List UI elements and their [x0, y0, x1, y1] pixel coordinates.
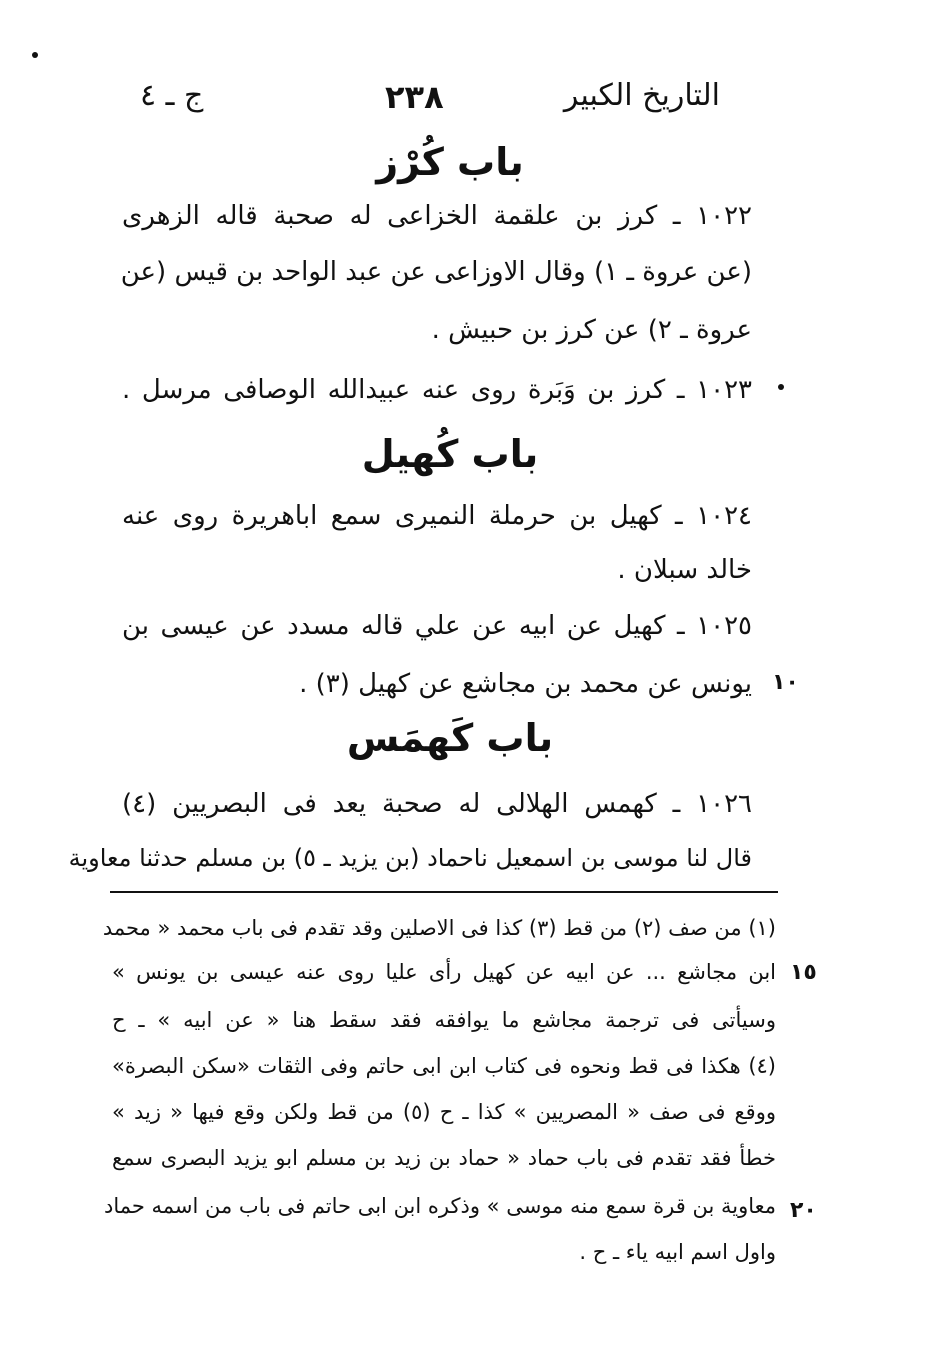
book-title: التاريخ الكبير [563, 78, 720, 113]
footnote-line-7: معاوية بن قرة سمع منه موسى » وذكره ابن ابى حاتم فى باب من اسمه حماد [103, 1194, 776, 1218]
entry-1024-line-2: خالد سبلان . [617, 555, 752, 585]
footnote-line-2: ابن مجاشع ... عن ابيه عن كهيل رأى عليا روى عنه عيسى بن يونس » [112, 960, 776, 984]
footnote-line-1: (١) من صف (٢) من قط (٣) كذا فى الاصلين وقد تقدم فى باب محمد « محمد [102, 916, 776, 940]
entry-1025-line-1: ١٠٢٥ ـ كهيل عن ابيه عن علي قاله مسدد عن عيسى بن [122, 611, 752, 641]
entry-1026-line-2: قال لنا موسى بن اسمعيل ناحماد (بن يزيد ـ ٥) بن مسلم حدثنا معاوية [68, 844, 752, 872]
entry-1025-line-2: يونس عن محمد بن مجاشع عن كهيل (٣) . [299, 669, 752, 699]
footnote-line-4: (٤) هكذا فى قط ونحوه فى كتاب ابن ابى حاتم وفى الثقات «سكن البصرة» [112, 1054, 776, 1078]
section-heading-kurz: باب كُرْز [376, 140, 524, 184]
line-number-10: ١٠ [772, 670, 799, 695]
page-number: ٢٣٨ [385, 78, 444, 116]
footnote-line-3: وسيأتى فى ترجمة مجاشع ما يوافقه فقد سقط هنا « عن ابيه » ـ ح [112, 1008, 776, 1032]
section-heading-kahmas: باب كَهمَس [346, 716, 554, 760]
volume-label: ج ـ ٤ [140, 78, 204, 113]
entry-1024-line-1: ١٠٢٤ ـ كهيل بن حرملة النميرى سمع اباهريرة روى عنه [122, 501, 752, 531]
section-heading-kuhayl: باب كُهيل [361, 432, 539, 476]
entry-1026-line-1: ١٠٢٦ ـ كهمس الهلالى له صحبة يعد فى البصريين (٤) [122, 789, 752, 819]
margin-speck [32, 52, 38, 58]
footnote-line-6: خطأ فقد تقدم فى باب حماد « حماد بن زيد بن مسلم ابو يزيد البصرى سمع [112, 1146, 776, 1170]
line-number-15: ١٥ [790, 960, 817, 985]
margin-bullet [778, 384, 784, 390]
footnote-separator [110, 891, 778, 893]
entry-1023-line-1: ١٠٢٣ ـ كرز بن وَبَرة روى عنه عبيدالله الوصافى مرسل . [122, 375, 752, 405]
entry-1022-line-2: (عن عروة ـ ١) وقال الاوزاعى عن عبد الواحد بن قيس (عن [120, 257, 752, 287]
entry-1022-line-1: ١٠٢٢ ـ كرز بن علقمة الخزاعى له صحبة قاله الزهرى [122, 201, 752, 231]
footnote-line-8: واول اسم ابيه ياء ـ ح . [579, 1240, 776, 1264]
running-header [140, 78, 720, 122]
footnote-line-5: ووقع فى صف « المصريين » كذا ـ ح (٥) من قط ولكن وقع فيها « زيد » [112, 1100, 776, 1124]
entry-1022-line-3: عروة ـ ٢) عن كرز بن حبيش . [431, 315, 752, 345]
line-number-20: ٢٠ [790, 1198, 817, 1223]
